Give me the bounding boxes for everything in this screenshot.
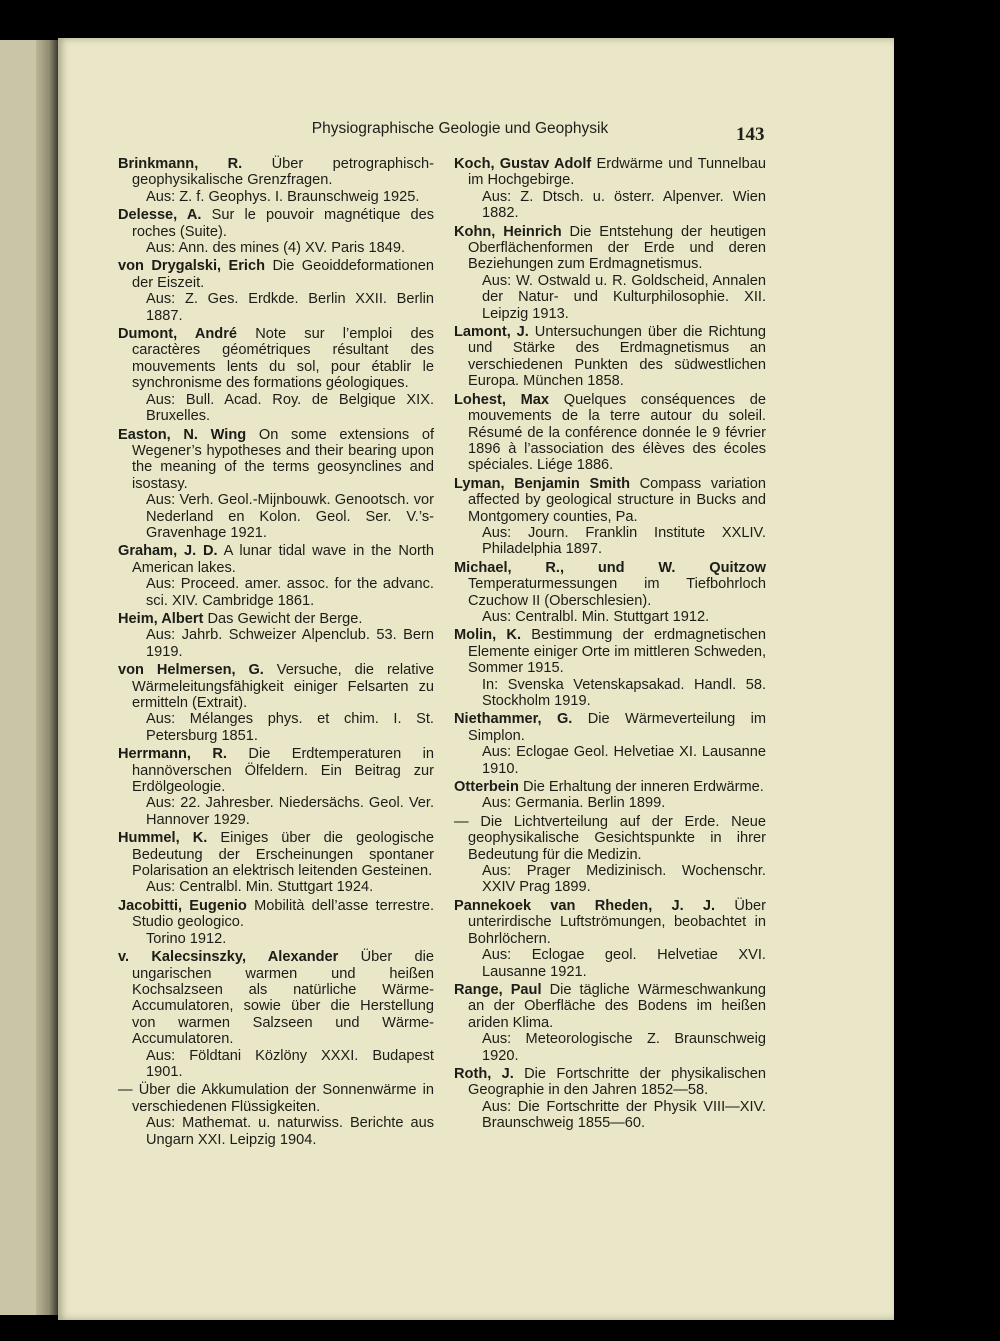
bib-entry: Koch, Gustav Adolf Erdwärme und Tunnelbau im Hochgebirge. Aus: Z. Dtsch. u. österr. Alpenver. Wien 1882. bbox=[454, 156, 766, 222]
bib-entry: Niethammer, G. Die Wärmeverteilung im Simplon. Aus: Eclogae Geol. Helvetiae XI. Lausanne 1910. bbox=[454, 711, 766, 777]
book-gutter bbox=[36, 40, 58, 1315]
bib-entry: Brinkmann, R. Über petrographisch-geophysikalische Grenzfragen. Aus: Z. f. Geophys. I. Braunschweig 1925. bbox=[118, 156, 434, 205]
bib-entry: Heim, Albert Das Gewicht der Berge. Aus: Jahrb. Schweizer Alpenclub. 53. Bern 1919. bbox=[118, 610, 434, 660]
bib-entry: — Die Lichtverteilung auf der Erde. Neue geophysikalische Gesichtspunkte in ihrer Bedeutung für die Medizin. Aus: Prager Medizinisch. Wochenschr. XXIV Prag 1899. bbox=[454, 813, 766, 896]
bib-entry: Kohn, Heinrich Die Entstehung der heutigen Oberflächenformen der Erde und deren Beziehungen zum Erdmagnetismus. Aus: W. Ostwald u. R. Goldscheid, Annalen der Natur- und Kulturphilosophie. XII. Leipzig 1913. bbox=[454, 223, 766, 322]
bib-entry: Michael, R., und W. Quitzow Temperaturmessungen im Tiefbohrloch Czuchow II (Oberschlesien). Aus: Centralbl. Min. Stuttgart 1912. bbox=[454, 559, 766, 625]
bib-entry: Lyman, Benjamin Smith Compass variation affected by geological structure in Bucks and Montgomery counties, Pa. Aus: Journ. Franklin Institute XXLIV. Philadelphia 1897. bbox=[454, 475, 766, 558]
bib-entry: — Über die Akkumulation der Sonnenwärme in verschiedenen Flüssigkeiten. Aus: Mathemat. u. naturwiss. Berichte aus Ungarn XXI. Leipzig 1904. bbox=[118, 1082, 434, 1148]
page-number: 143 bbox=[736, 124, 765, 145]
bib-entry: Pannekoek van Rheden, J. J. Über unterirdische Luftströmungen, beobachtet in Bohrlöchern. Aus: Eclogae geol. Helvetiae XVI. Lausanne 1921. bbox=[454, 897, 766, 980]
bib-entry: Molin, K. Bestimmung der erdmagnetischen Elemente einiger Orte im mittleren Schweden, Sommer 1915. In: Svenska Vetenskapsakad. Handl. 58. Stockholm 1919. bbox=[454, 627, 766, 709]
bib-entry: Roth, J. Die Fortschritte der physikalischen Geographie in den Jahren 1852—58. Aus: Die Fortschritte der Physik VIII—XIV. Braunschweig 1855—60. bbox=[454, 1065, 767, 1132]
running-header: Physiographische Geologie und Geophysik bbox=[311, 120, 609, 137]
bib-entry: Hummel, K. Einiges über die geologische Bedeutung der Erscheinungen spontaner Polarisation an elektrisch leitenden Gesteinen. Aus: Centralbl. Min. Stuttgart 1924. bbox=[118, 830, 435, 896]
bib-entry: Jacobitti, Eugenio Mobilità dell’asse terrestre. Studio geologico. Torino 1912. bbox=[118, 897, 435, 947]
bib-entry: Graham, J. D. A lunar tidal wave in the North American lakes. Aus: Proceed. amer. assoc. for the advanc. sci. XIV. Cambridge 1861. bbox=[118, 543, 434, 609]
bib-entry: v. Kalecsinszky, Alexander Über die ungarischen warmen und heißen Kochsalzseen als natürliche Wärme-Accumulatoren, sowie über die Herstellung von warmen Salzseen und Wärme-Accumulatoren. Aus: Földtani Közlöny XXXI. Budapest 1901. bbox=[118, 949, 434, 1080]
bib-entry: Otterbein Die Erhaltung der inneren Erdwärme. Aus: Germania. Berlin 1899. bbox=[454, 779, 764, 812]
bib-entry: Lamont, J. Untersuchungen über die Richtung und Stärke des Erdmagnetismus an verschiedenen Punkten des südwestlichen Europa. München 1858. bbox=[454, 324, 766, 390]
left-column bbox=[118, 156, 434, 1150]
bib-entry: Range, Paul Die tägliche Wärmeschwankung an der Oberfläche des Bodens im heißen ariden Klima. Aus: Meteorologische Z. Braunschweig 1920. bbox=[454, 981, 766, 1064]
bib-entry: Herrmann, R. Die Erdtemperaturen in hannöverschen Ölfeldern. Ein Beitrag zur Erdölgeologie. Aus: 22. Jahresber. Niedersächs. Geol. Ver. Hannover 1929. bbox=[118, 746, 434, 828]
bib-entry: von Drygalski, Erich Die Geoiddeformationen der Eiszeit. Aus: Z. Ges. Erdkde. Berlin XXII. Berlin 1887. bbox=[118, 258, 434, 324]
bib-entry: von Helmersen, G. Versuche, die relative Wärmeleitungsfähigkeit einiger Felsarten zu ermitteln (Extrait). Aus: Mélanges phys. et chim. I. St. Petersburg 1851. bbox=[118, 662, 434, 744]
bib-entry: Dumont, André Note sur l’emploi des caractères géométriques résultant des mouvements lents du sol, pour établir le synchronisme des formations géologiques. Aus: Bull. Acad. Roy. de Belgique XIX. Bruxelles. bbox=[118, 326, 434, 425]
bib-entry: Easton, N. Wing On some extensions of Wegener’s hypotheses and their bearing upon the meaning of the terms geosynclines and isostasy. Aus: Verh. Geol.-Mijnbouwk. Genootsch. vor Nederland en Kolon. Geol. Ser. V.’s-Gravenhage 1921. bbox=[118, 426, 434, 541]
bib-entry: Delesse, A. Sur le pouvoir magnétique des roches (Suite). Aus: Ann. des mines (4) XV. Paris 1849. bbox=[118, 207, 435, 257]
bib-entry: Lohest, Max Quelques conséquences de mouvements de la terre autour du soleil. Résumé de la conférence donnée le 9 février 1896 à l’association des élèves des écoles spéciales. Liége 1886. bbox=[454, 391, 766, 474]
right-column bbox=[454, 156, 766, 1134]
